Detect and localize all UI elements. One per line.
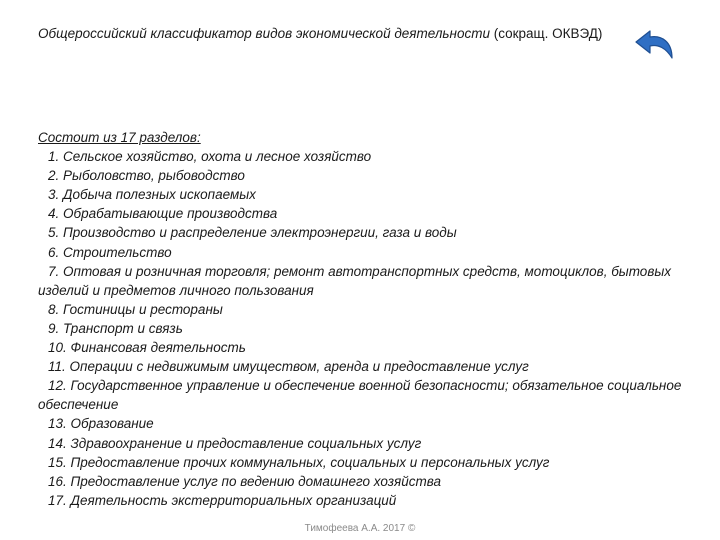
- section-item: 17. Деятельность экстерриториальных организаций: [48, 492, 397, 508]
- sections-intro: Состоит из 17 разделов:: [38, 130, 201, 145]
- section-item: 13. Образование: [48, 416, 154, 432]
- section-item: 14. Здравоохранение и предоставление социальных услуг: [48, 435, 422, 451]
- section-item: 15. Предоставление прочих коммунальных, социальных и персональных услуг: [48, 454, 550, 470]
- section-item: 1. Сельское хозяйство, охота и лесное хозяйство: [48, 149, 372, 165]
- footer-credit: Тимофеева А.А. 2017 ©: [304, 523, 416, 534]
- section-item: 3. Добыча полезных ископаемых: [48, 187, 256, 203]
- sections-block: [38, 128, 686, 510]
- section-item: 9. Транспорт и связь: [48, 320, 183, 336]
- slide-title: [38, 24, 618, 43]
- slide-title-abbrev: (сокращ. ОКВЭД): [489, 26, 603, 41]
- section-item: 16. Предоставление услуг по ведению домашнего хозяйства: [48, 473, 441, 489]
- section-item: 5. Производство и распределение электроэнергии, газа и воды: [48, 225, 457, 241]
- sections-list: [38, 147, 686, 510]
- slide-title-italic: Общероссийский классификатор видов экономической деятельности: [38, 26, 490, 41]
- curved-arrow-back-icon: [632, 28, 676, 62]
- section-item: 6. Строительство: [48, 244, 172, 260]
- section-item: 2. Рыболовство, рыбоводство: [48, 168, 245, 184]
- section-item: 11. Операции с недвижимым имуществом, аренда и предоставление услуг: [48, 359, 529, 375]
- section-item: 4. Обрабатывающие производства: [48, 206, 278, 222]
- section-item: 10. Финансовая деятельность: [48, 340, 246, 356]
- back-button[interactable]: [632, 28, 676, 62]
- section-item: 7. Оптовая и розничная торговля; ремонт автотранспортных средств, мотоциклов, бытовых изделий и предметов личного пользования: [38, 263, 672, 298]
- section-item: 8. Гостиницы и рестораны: [48, 301, 223, 317]
- section-item: 12. Государственное управление и обеспечение военной безопасности; обязательное социальное обеспечение: [38, 378, 682, 413]
